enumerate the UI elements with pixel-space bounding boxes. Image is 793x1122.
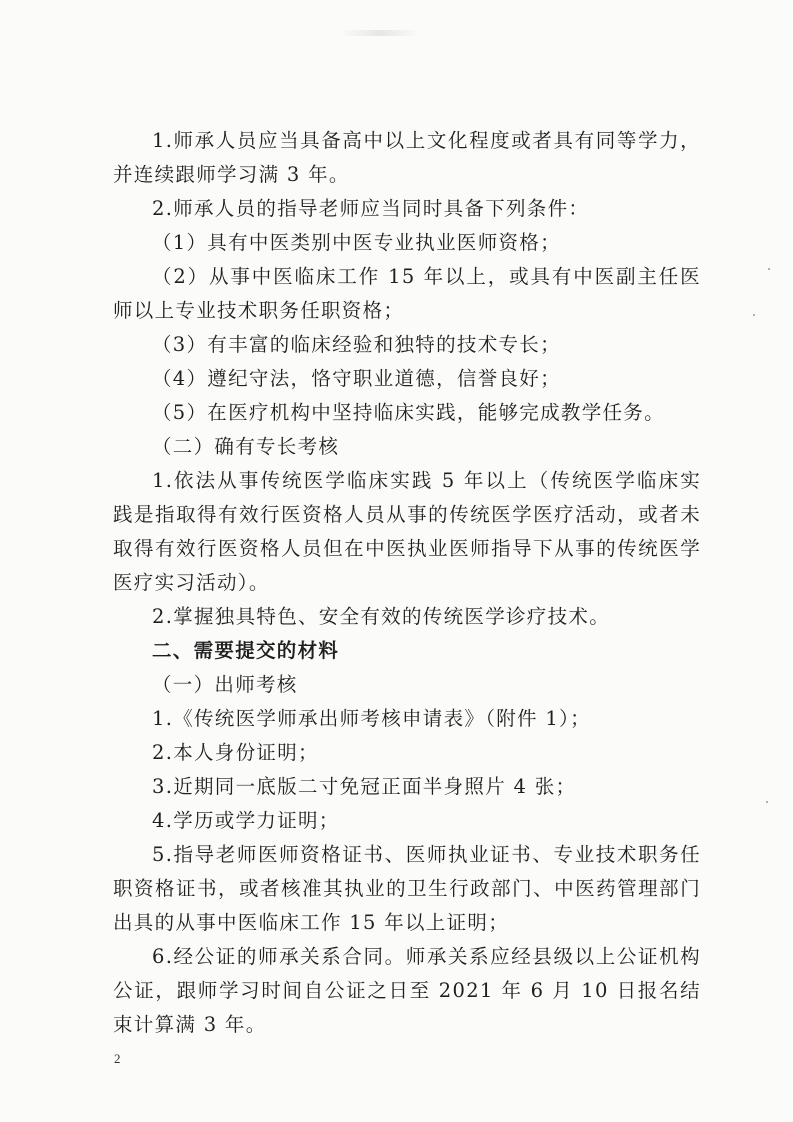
- material-item-2: 2.本人身份证明；: [152, 741, 319, 764]
- material-item-1: 1.《传统医学师承出师考核申请表》（附件 1）；: [152, 707, 591, 730]
- material-item-4: 4.学历或学力证明；: [152, 809, 340, 832]
- scan-speck: [753, 314, 755, 316]
- subsection-title-expertise: （二）确有专长考核: [152, 435, 340, 458]
- list-item-condition-5: （5）在医疗机构中坚持临床实践，能够完成教学任务。: [152, 401, 665, 424]
- list-item-condition-4: （4）遵纪守法，恪守职业道德，信誉良好；: [152, 367, 561, 390]
- scan-speck: [768, 268, 770, 270]
- paragraph-mentor-conditions: 2.师承人员的指导老师应当同时具备下列条件：: [152, 197, 590, 220]
- material-item-5: 5.指导老师医师资格证书、医师执业证书、专业技术职务任职资格证书，或者核准其执业的卫生行政部门、中医药管理部门出具的从事中医临床工作 15 年以上证明；: [113, 843, 701, 934]
- section-title-materials: 二、需要提交的材料: [152, 639, 340, 662]
- list-item-condition-2: （2）从事中医临床工作 15 年以上，或具有中医副主任医师以上专业技术职务任职资格；: [113, 265, 701, 322]
- material-item-6: 6.经公证的师承关系合同。师承关系应经县级以上公证机构公证，跟师学习时间自公证之日至 2021 年 6 月 10 日报名结束计算满 3 年。: [113, 945, 701, 1036]
- document-body: [113, 124, 701, 1042]
- scan-speck: [766, 801, 768, 803]
- paragraph-expertise-practice: 1.依法从事传统医学临床实践 5 年以上（传统医学临床实践是指取得有效行医资格人员从事的传统医学医疗活动，或者未取得有效行医资格人员但在中医执业医师指导下从事的传统医学医疗实习活动）。: [113, 469, 701, 594]
- subsection-title-graduation: （一）出师考核: [152, 673, 298, 696]
- scan-artifact: [340, 30, 420, 36]
- list-item-condition-3: （3）有丰富的临床经验和独特的技术专长；: [152, 333, 561, 356]
- paragraph-expertise-technique: 2.掌握独具特色、安全有效的传统医学诊疗技术。: [152, 605, 611, 628]
- paragraph-apprentice-education: 1.师承人员应当具备高中以上文化程度或者具有同等学力，并连续跟师学习满 3 年。: [113, 129, 701, 186]
- list-item-condition-1: （1）具有中医类别中医专业执业医师资格；: [152, 231, 561, 254]
- page-number: 2: [114, 1051, 121, 1066]
- material-item-3: 3.近期同一底版二寸免冠正面半身照片 4 张；: [152, 775, 577, 798]
